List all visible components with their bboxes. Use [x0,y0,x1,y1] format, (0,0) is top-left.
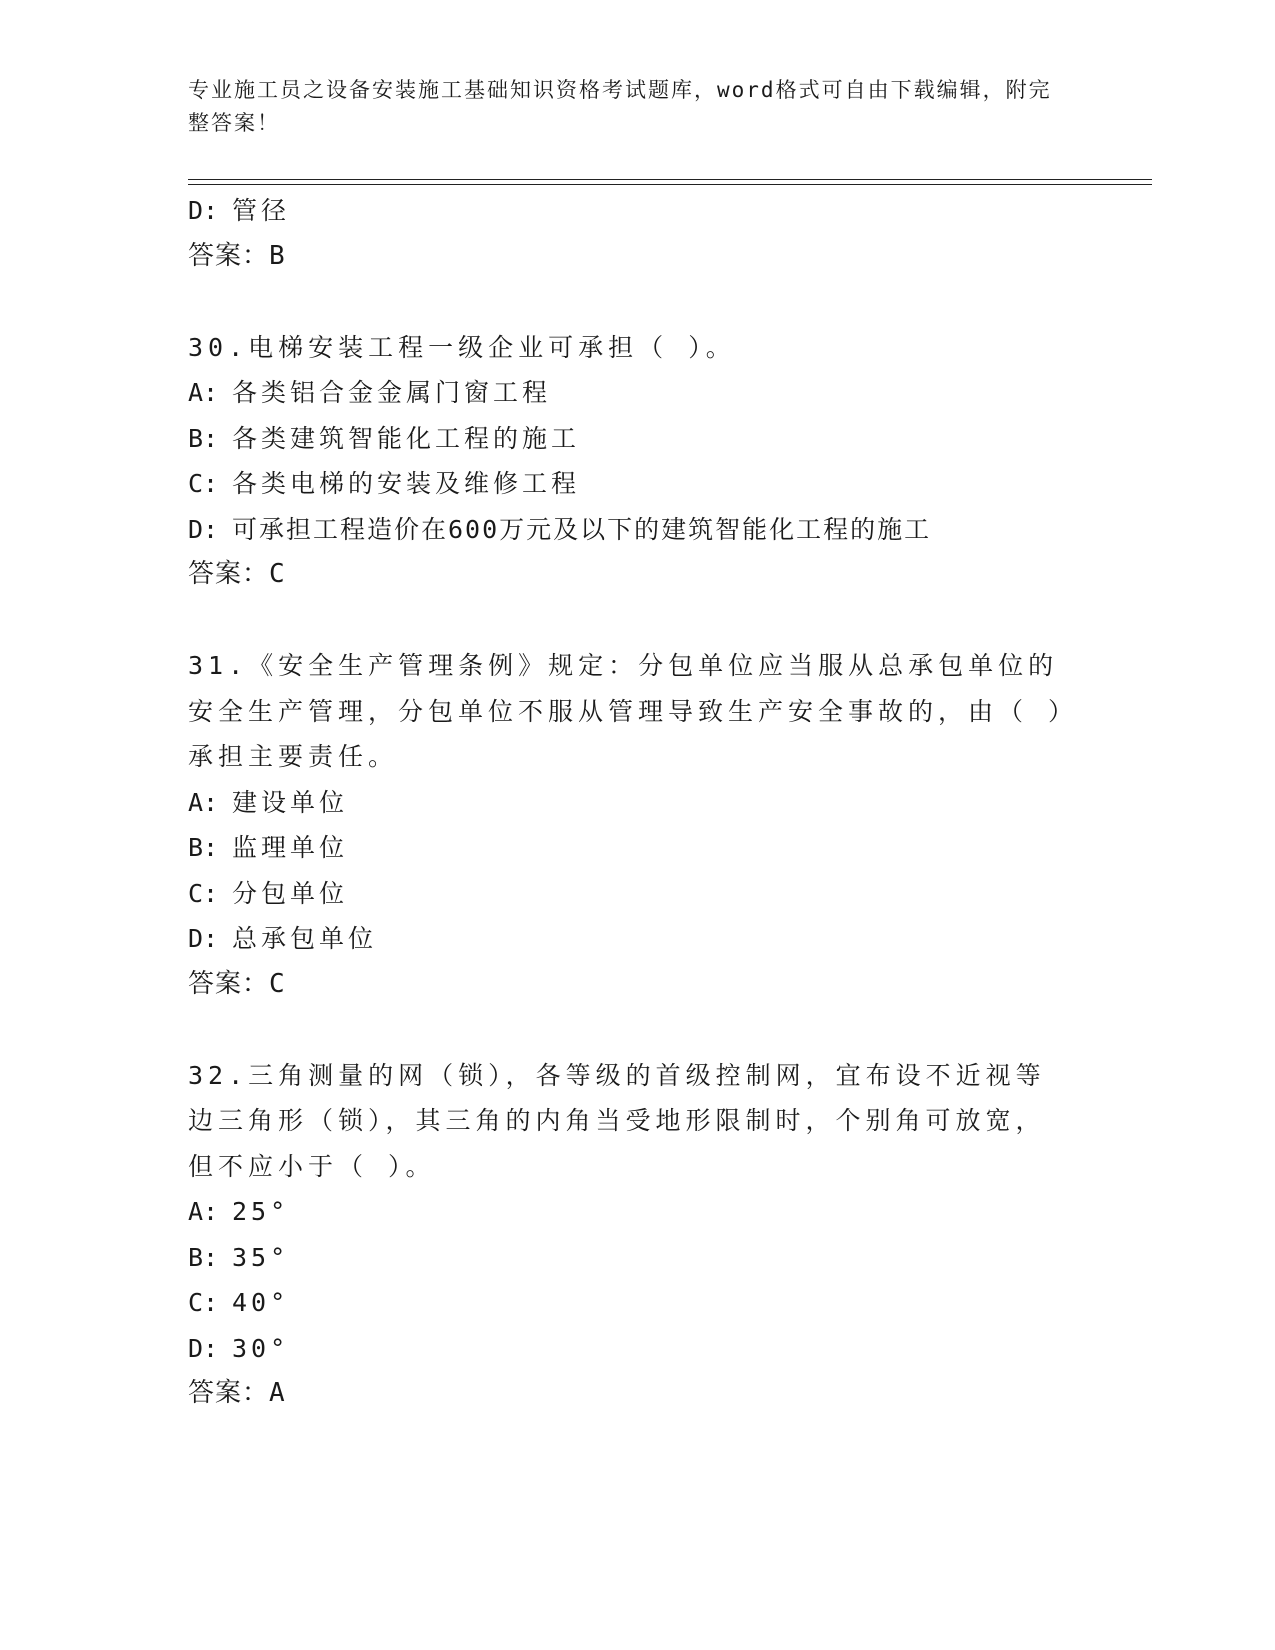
answer-label: 答案： [188,559,270,589]
answer-line [188,1371,1088,1417]
spacer [188,1007,1088,1053]
option-label: D: [188,196,219,225]
answer-line [188,962,1088,1008]
option-text: 监理单位 [232,833,349,862]
answer-value: C [269,559,286,589]
option-text: 管径 [232,196,291,225]
option-d [188,916,1088,962]
option-label: D: [188,1333,219,1363]
option-b [188,825,1088,871]
option-text: 分包单位 [232,878,349,908]
option-a [188,370,1088,416]
question-30-stem: 30.电梯安装工程一级企业可承担（ ）。 [188,332,736,362]
option-a [188,780,1088,826]
option-label: C: [188,878,219,908]
header-divider-bottom [188,184,1152,185]
option-label: A: [188,787,219,817]
option-c [188,871,1088,917]
option-text: 各类铝合金金属门窗工程 [232,378,552,407]
spacer [188,279,1088,325]
spacer [188,598,1088,644]
option-text: 30° [232,1333,290,1363]
answer-label: 答案： [188,1378,270,1408]
option-label: C: [188,469,219,498]
option-c [188,1280,1088,1326]
option-label: D: [188,924,219,953]
question-32-stem: 32.三角测量的网（锁），各等级的首级控制网，宜布设不近视等边三角形（锁），其三角的内角当受地形限制时，个别角可放宽，但不应小于（ ）。 [188,1060,1046,1181]
option-text: 可承担工程造价在600万元及以下的建筑智能化工程的施工 [232,514,932,544]
option-text: 35° [232,1242,290,1272]
option-label: B: [188,423,219,453]
option-text: 40° [232,1288,290,1317]
option-d [188,507,1088,553]
option-label: D: [188,514,219,544]
option-label: B: [188,833,219,862]
answer-label: 答案： [188,240,270,271]
answer-line [188,552,1088,598]
header-divider-top [188,179,1152,180]
option-label: C: [188,1288,219,1317]
answer-line [188,234,1088,280]
option-label: A: [188,1197,219,1226]
header-text: 专业施工员之设备安装施工基础知识资格考试题库，word格式可自由下载编辑，附完整答案！ [188,78,1052,135]
option-b [188,416,1088,462]
option-d [188,188,1088,234]
option-text: 25° [232,1197,290,1226]
option-text: 总承包单位 [232,924,378,953]
document-header [188,74,1068,140]
answer-value: A [269,1378,286,1408]
answer-value: C [269,968,286,999]
option-text: 建设单位 [232,787,349,817]
option-text: 各类电梯的安装及维修工程 [232,469,581,498]
option-text: 各类建筑智能化工程的施工 [232,423,581,453]
option-b [188,1235,1088,1281]
document-body [188,188,1088,1417]
option-label: A: [188,378,219,407]
question-31-stem: 31.《安全生产管理条例》规定：分包单位应当服从总承包单位的安全生产管理，分包单位不服从管理导致生产安全事故的，由（ ）承担主要责任。 [188,651,1066,771]
option-c [188,461,1088,507]
option-a [188,1189,1088,1235]
answer-value: B [269,240,286,271]
option-label: B: [188,1242,219,1272]
answer-label: 答案： [188,968,270,999]
option-d [188,1326,1088,1372]
